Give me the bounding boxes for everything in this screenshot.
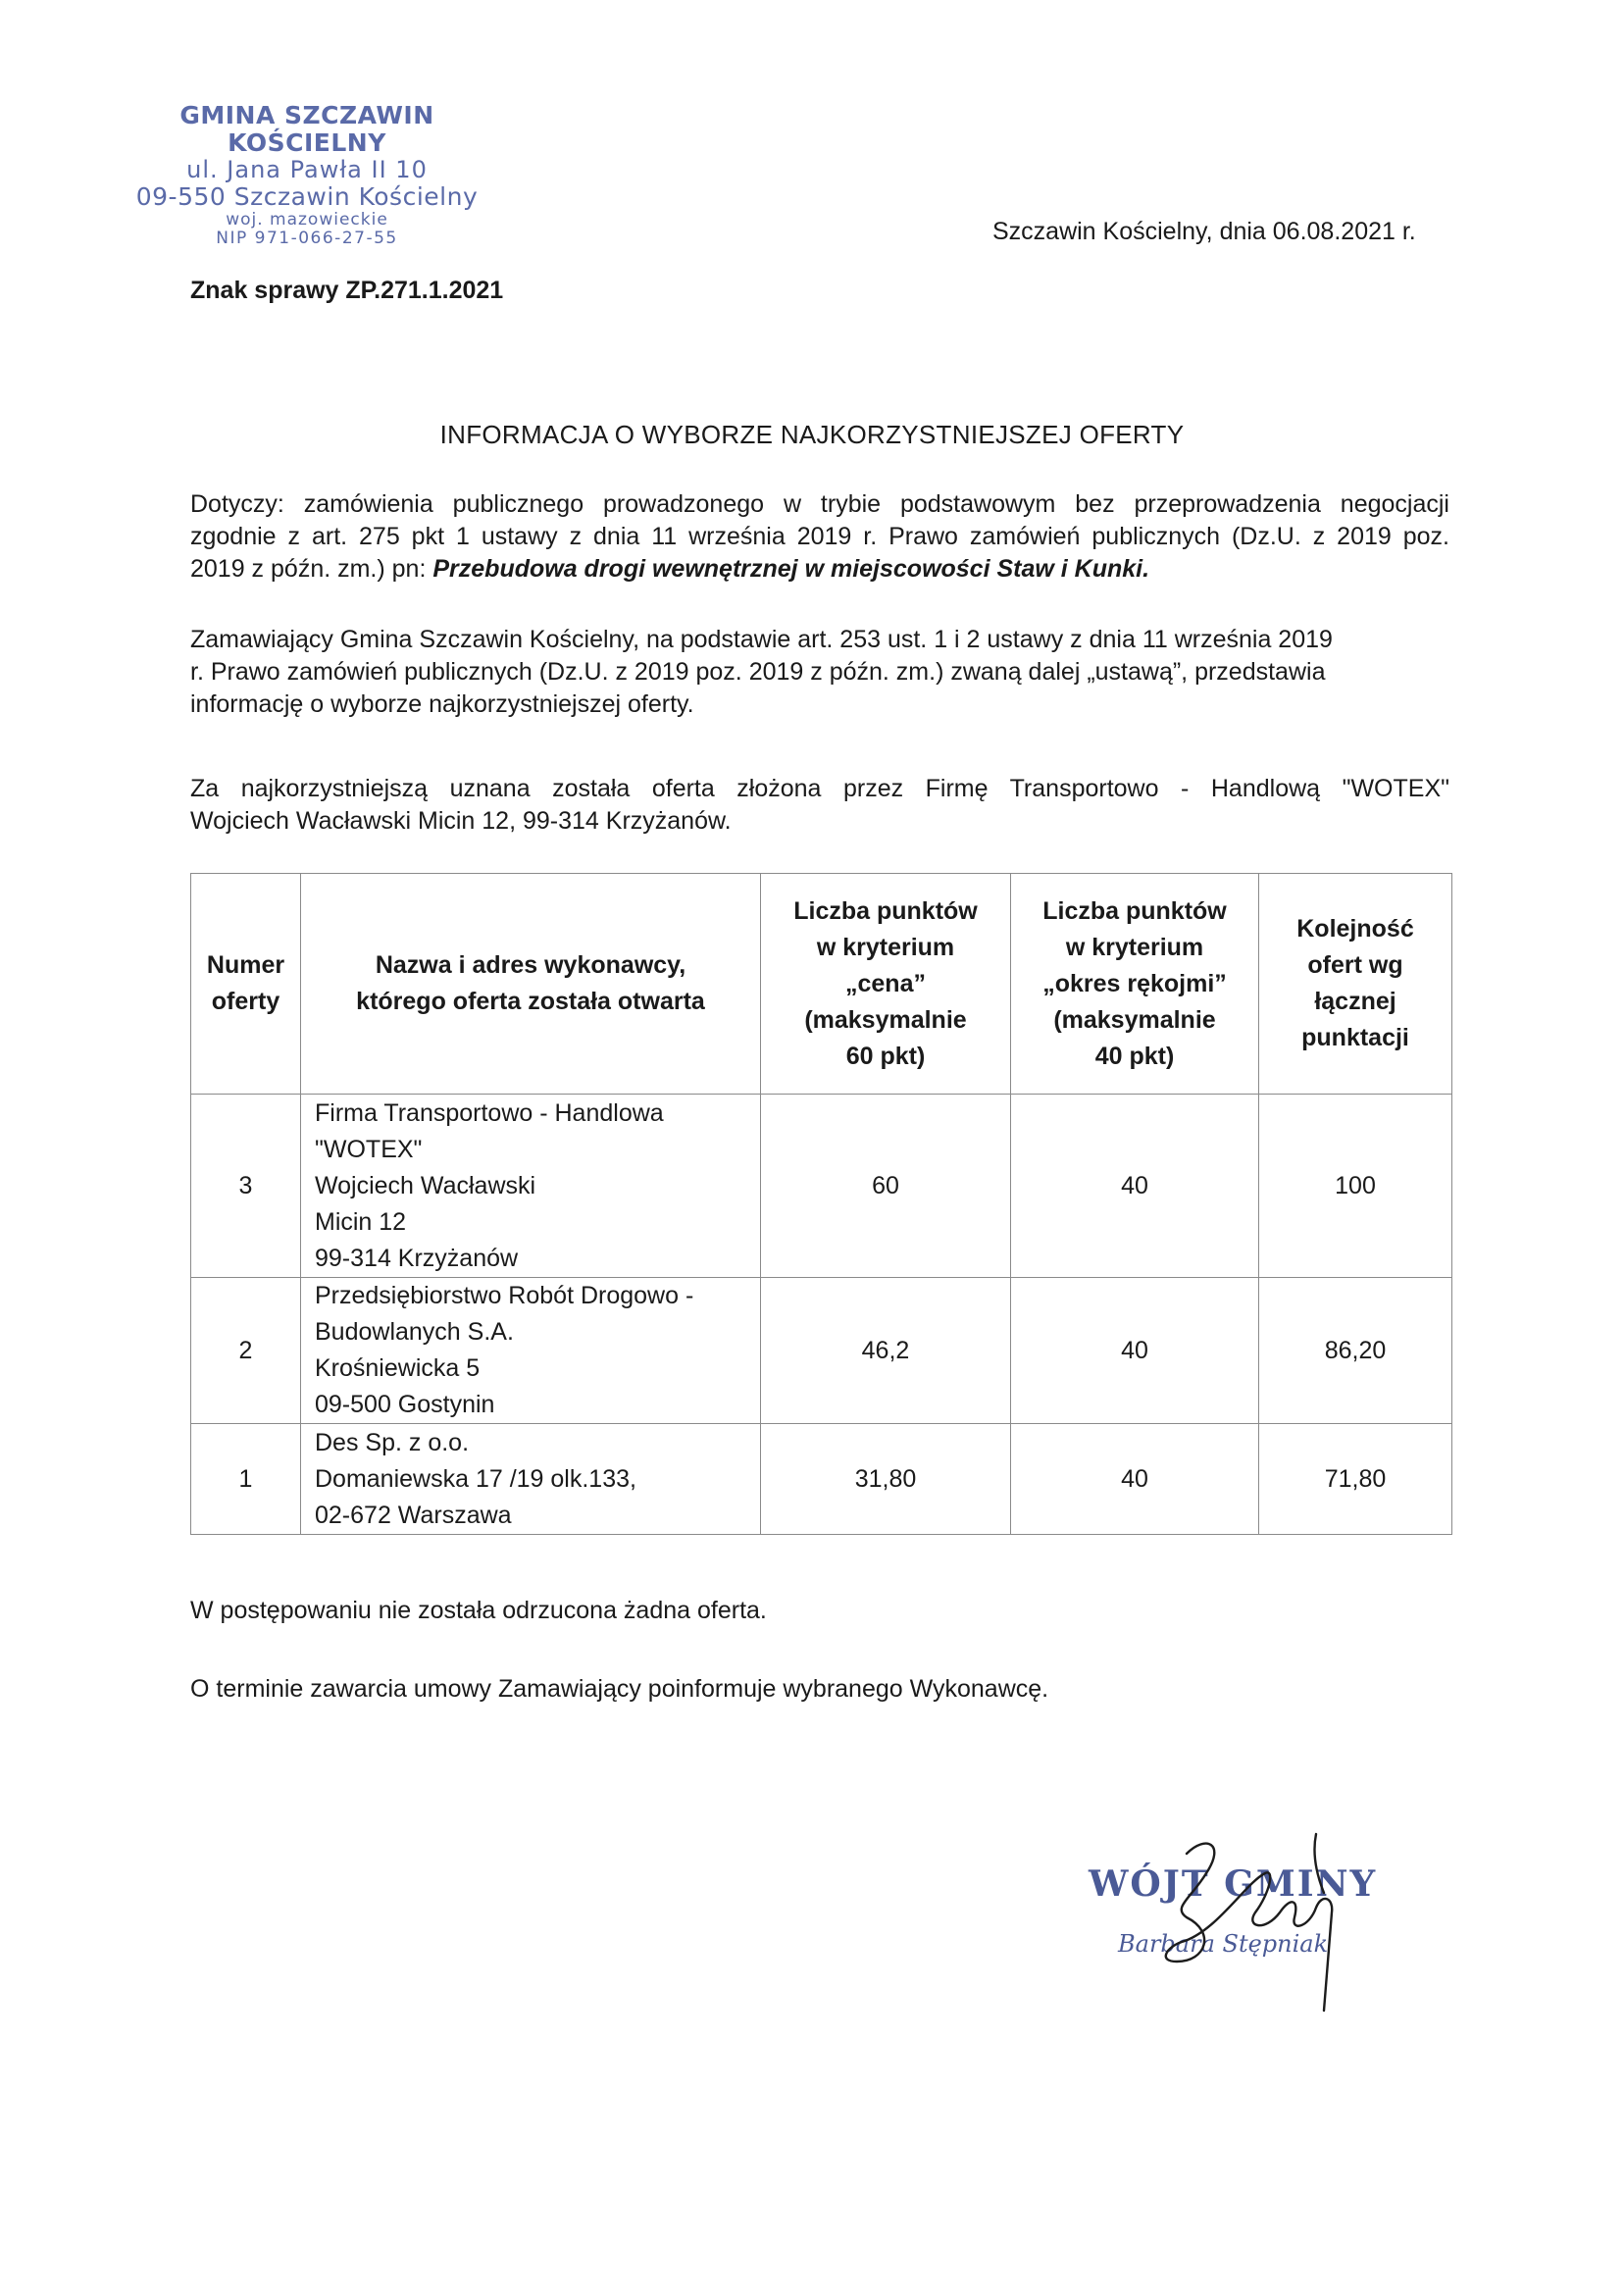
- offer-number: 3: [191, 1095, 301, 1278]
- winner-line-1: Za najkorzystniejszą uznana została oferta złożona przez Firmę Transportowo - Handlową "WOTEX": [190, 775, 1449, 802]
- stamp-line-city: 09-550 Szczawin Kościelny: [135, 181, 479, 211]
- contractor-name: Przedsiębiorstwo Robót Drogowo - Budowlanych S.A. Krośniewicka 5 09-500 Gostynin: [301, 1278, 761, 1424]
- total-points: 100: [1259, 1095, 1452, 1278]
- offer-number: 1: [191, 1424, 301, 1535]
- legal-line-1: Zamawiający Gmina Szczawin Kościelny, na podstawie art. 253 ust. 1 i 2 ustawy z dnia 11 września 2019: [190, 626, 1333, 653]
- winner-paragraph: [190, 773, 1449, 838]
- signature-name: Barbara Stępniak: [1118, 1930, 1329, 1958]
- offers-table: [190, 873, 1452, 1535]
- total-points: 71,80: [1259, 1424, 1452, 1535]
- subject-paragraph: [190, 488, 1449, 586]
- rejection-note: W postępowaniu nie została odrzucona żadna oferta.: [190, 1597, 767, 1624]
- stamp-line-nip: NIP 971-066-27-55: [216, 228, 398, 248]
- subject-line-1: Dotyczy: zamówienia publicznego prowadzonego w trybie podstawowym bez przeprowadzenia negocjacji: [190, 490, 1449, 518]
- document-date: Szczawin Kościelny, dnia 06.08.2021 r.: [992, 218, 1416, 245]
- price-points: 60: [761, 1095, 1011, 1278]
- header-contractor: Nazwa i adres wykonawcy, którego oferta została otwarta: [301, 874, 761, 1095]
- price-points: 46,2: [761, 1278, 1011, 1424]
- subject-line-3-prefix: 2019 z późn. zm.) pn:: [190, 555, 433, 583]
- table-header-row: [191, 874, 1452, 1095]
- stamp-line-name: GMINA SZCZAWIN KOŚCIELNY: [179, 101, 434, 157]
- legal-line-3: informację o wyborze najkorzystniejszej oferty.: [190, 690, 694, 718]
- municipality-stamp: [116, 102, 498, 248]
- table-row: [191, 1424, 1452, 1535]
- signature-stamp: [1059, 1814, 1393, 2050]
- header-ranking: Kolejność ofert wg łącznej punktacji: [1259, 874, 1452, 1095]
- warranty-points: 40: [1011, 1095, 1259, 1278]
- winner-line-2: Wojciech Wacławski Micin 12, 99-314 Krzyżanów.: [190, 807, 732, 835]
- stamp-line-voivodeship: woj. mazowieckie: [226, 209, 388, 229]
- offer-number: 2: [191, 1278, 301, 1424]
- legal-basis-paragraph: [190, 624, 1449, 721]
- handwritten-signature-icon: [1059, 1814, 1393, 2050]
- header-offer-number: Numer oferty: [191, 874, 301, 1095]
- price-points: 31,80: [761, 1424, 1011, 1535]
- signature-title: WÓJT GMINY: [1089, 1863, 1378, 1905]
- document-title: INFORMACJA O WYBORZE NAJKORZYSTNIEJSZEJ OFERTY: [439, 420, 1185, 449]
- contract-note: O terminie zawarcia umowy Zamawiający poinformuje wybranego Wykonawcę.: [190, 1675, 1049, 1703]
- header-warranty-points: Liczba punktów w kryterium „okres rękojmi” (maksymalnie 40 pkt): [1011, 874, 1259, 1095]
- subject-line-2: zgodnie z art. 275 pkt 1 ustawy z dnia 11 września 2019 r. Prawo zamówień publicznych (Dz.U. z 2019 poz.: [190, 523, 1449, 550]
- subject-line-3: [190, 553, 1449, 586]
- header-price-points: Liczba punktów w kryterium „cena” (maksymalnie 60 pkt): [761, 874, 1011, 1095]
- warranty-points: 40: [1011, 1278, 1259, 1424]
- legal-line-2: r. Prawo zamówień publicznych (Dz.U. z 2019 poz. 2019 z późn. zm.) zwaną dalej „ustawą”, przedstawia: [190, 658, 1326, 686]
- table-row: [191, 1278, 1452, 1424]
- project-name: Przebudowa drogi wewnętrznej w miejscowości Staw i Kunki.: [432, 555, 1150, 583]
- contractor-name: Firma Transportowo - Handlowa "WOTEX" Wojciech Wacławski Micin 12 99-314 Krzyżanów: [301, 1095, 761, 1278]
- contractor-name: Des Sp. z o.o. Domaniewska 17 /19 olk.133, 02-672 Warszawa: [301, 1424, 761, 1535]
- table-row: [191, 1095, 1452, 1278]
- total-points: 86,20: [1259, 1278, 1452, 1424]
- stamp-line-street: ul. Jana Pawła II 10: [186, 156, 428, 183]
- warranty-points: 40: [1011, 1424, 1259, 1535]
- case-reference: Znak sprawy ZP.271.1.2021: [190, 277, 504, 304]
